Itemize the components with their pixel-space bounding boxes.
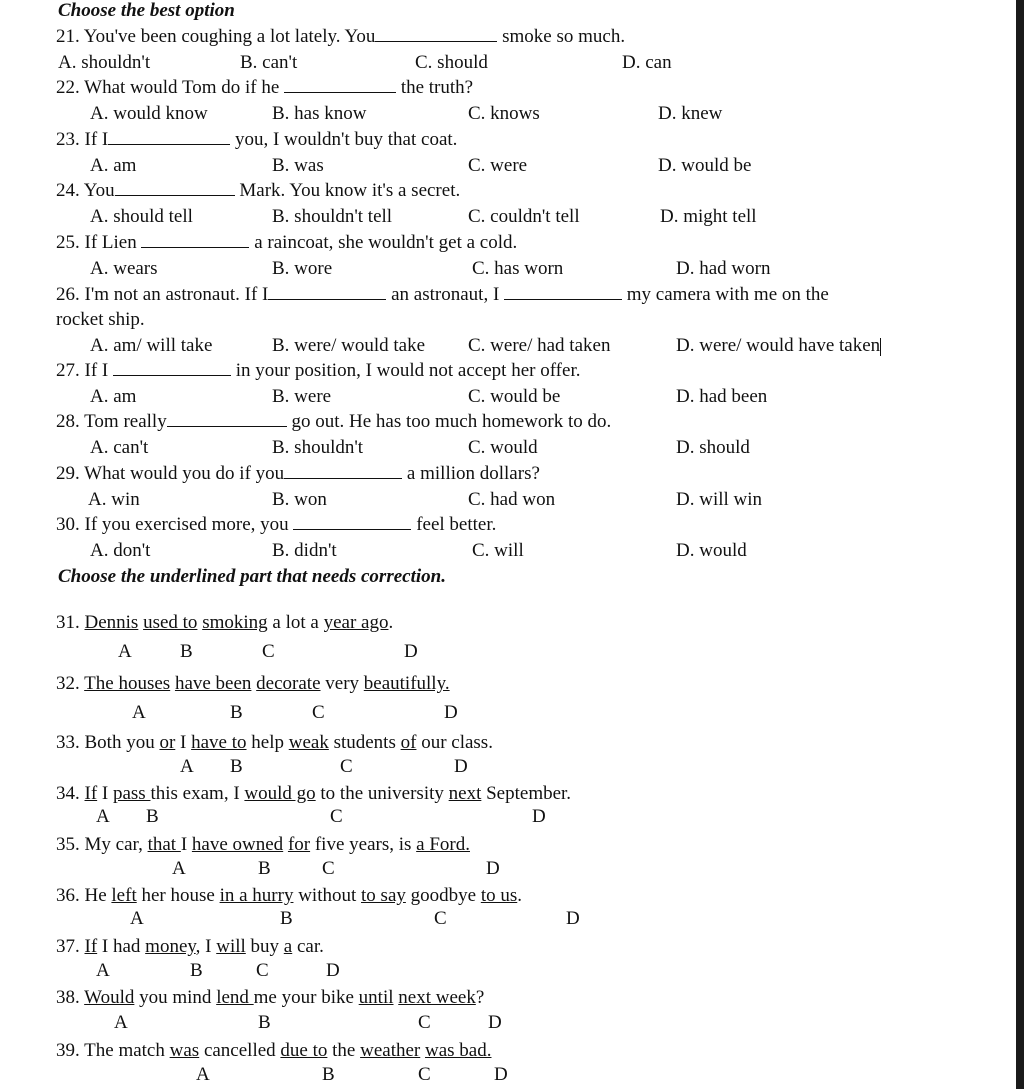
label-b: B (180, 641, 193, 662)
option-b: B. were/ would take (272, 335, 426, 356)
label-b: B (322, 1064, 335, 1085)
answer-blank (141, 232, 249, 248)
option-c: C. had won (468, 489, 556, 510)
label-a: A (180, 756, 194, 777)
label-b: B (258, 1012, 271, 1033)
answer-blank (167, 411, 287, 427)
option-b: B. won (272, 489, 327, 510)
question-22: 22. What would Tom do if he the truth? (56, 77, 474, 98)
option-a: A. am (90, 155, 137, 176)
underlined-part-d: next week (398, 987, 476, 1008)
option-c: C. will (472, 540, 524, 561)
underlined-part-d: to us (480, 885, 518, 906)
underlined-part-b: used to (143, 612, 198, 633)
option-b: B. were (272, 386, 332, 407)
option-d: D. should (676, 437, 750, 458)
underlined-part-a: If (84, 783, 98, 804)
option-c: C. would (468, 437, 538, 458)
option-c: C. couldn't tell (468, 206, 580, 227)
label-b: B (146, 806, 159, 827)
underlined-part-c: smoking (202, 612, 268, 633)
underlined-part-c: weak (288, 732, 329, 753)
underlined-part-b: have owned (191, 834, 284, 855)
label-d: D (326, 960, 340, 981)
question-32: 32. The houses have been decorate very beautifully. (56, 673, 450, 694)
underlined-part-c: to say (361, 885, 406, 906)
option-b: B. shouldn't (272, 437, 364, 458)
question-29: 29. What would you do if you a million dollars? (56, 463, 540, 484)
question-27: 27. If I in your position, I would not accept her offer. (56, 360, 581, 381)
underlined-part-a: left (111, 885, 137, 906)
answer-blank (115, 180, 235, 196)
option-a: A. wears (90, 258, 158, 279)
underlined-part-a: If (84, 936, 98, 957)
underlined-part-a: was (169, 1040, 200, 1061)
answer-blank (504, 284, 622, 300)
answer-blank (284, 77, 396, 93)
underlined-part-b: due to (280, 1040, 328, 1061)
question-39: 39. The match was cancelled due to the weather was bad. (56, 1040, 492, 1061)
option-c: C. knows (468, 103, 540, 124)
underlined-part-b: have to (191, 732, 247, 753)
question-25: 25. If Lien a raincoat, she wouldn't get a cold. (56, 232, 518, 253)
underlined-part-d: of (400, 732, 417, 753)
option-d: D. had worn (676, 258, 771, 279)
label-d: D (404, 641, 418, 662)
label-d: D (532, 806, 546, 827)
underlined-part-d: year ago (323, 612, 389, 633)
underlined-part-a: that (147, 834, 181, 855)
label-a: A (196, 1064, 210, 1085)
label-c: C (262, 641, 275, 662)
option-c: C. were/ had taken (468, 335, 611, 356)
question-23: 23. If I you, I wouldn't buy that coat. (56, 129, 458, 150)
answer-blank (375, 26, 497, 42)
option-b: B. has know (272, 103, 367, 124)
answer-blank (293, 514, 411, 530)
window-edge-bar (1016, 0, 1024, 1089)
underlined-part-b: money (145, 936, 196, 957)
underlined-part-d: a (283, 936, 293, 957)
underlined-part-c: until (358, 987, 394, 1008)
label-d: D (566, 908, 580, 929)
question-31: 31. Dennis used to smoking a lot a year ago. (56, 612, 394, 633)
option-b: B. didn't (272, 540, 337, 561)
label-c: C (312, 702, 325, 723)
option-b: B. was (272, 155, 324, 176)
label-b: B (280, 908, 293, 929)
option-b: B. can't (240, 52, 298, 73)
underlined-part-c: would go (244, 783, 316, 804)
option-a: A. can't (90, 437, 149, 458)
label-a: A (172, 858, 186, 879)
label-b: B (258, 858, 271, 879)
question-37: 37. If I had money, I will buy a car. (56, 936, 324, 957)
underlined-part-b: have been (174, 673, 252, 694)
label-a: A (96, 806, 110, 827)
section-heading-correction: Choose the underlined part that needs correction. (58, 566, 446, 587)
question-33: 33. Both you or I have to help weak students of our class. (56, 732, 493, 753)
label-c: C (322, 858, 335, 879)
label-d: D (494, 1064, 508, 1085)
option-d: D. will win (676, 489, 763, 510)
option-a: A. am (90, 386, 137, 407)
question-24: 24. You Mark. You know it's a secret. (56, 180, 461, 201)
option-a: A. shouldn't (58, 52, 151, 73)
underlined-part-c: decorate (256, 673, 321, 694)
option-d: D. would (676, 540, 747, 561)
label-c: C (418, 1012, 431, 1033)
label-a: A (130, 908, 144, 929)
option-d: D. can (622, 52, 672, 73)
underlined-part-a: or (159, 732, 176, 753)
label-c: C (418, 1064, 431, 1085)
question-21: 21. You've been coughing a lot lately. You smoke so much. (56, 26, 626, 47)
option-d: D. were/ would have taken (676, 335, 881, 356)
option-c: C. should (415, 52, 488, 73)
option-d: D. would be (658, 155, 752, 176)
label-d: D (488, 1012, 502, 1033)
option-c: C. would be (468, 386, 561, 407)
underlined-part-b: lend (216, 987, 254, 1008)
label-d: D (454, 756, 468, 777)
text-cursor (880, 338, 881, 356)
question-26-continuation: rocket ship. (56, 309, 145, 330)
option-a: A. would know (90, 103, 208, 124)
underlined-part-c: weather (360, 1040, 421, 1061)
label-d: D (444, 702, 458, 723)
question-28: 28. Tom really go out. He has too much homework to do. (56, 411, 612, 432)
option-d: D. had been (676, 386, 768, 407)
question-38: 38. Would you mind lend me your bike until next week? (56, 987, 485, 1008)
label-b: B (190, 960, 203, 981)
label-c: C (256, 960, 269, 981)
option-b: B. wore (272, 258, 333, 279)
underlined-part-a: The houses (84, 673, 171, 694)
label-c: C (330, 806, 343, 827)
label-b: B (230, 756, 243, 777)
question-36: 36. He left her house in a hurry without to say goodbye to us. (56, 885, 522, 906)
option-b: B. shouldn't tell (272, 206, 393, 227)
option-a: A. don't (90, 540, 151, 561)
underlined-part-b: pass (112, 783, 151, 804)
underlined-part-c: will (216, 936, 246, 957)
label-a: A (114, 1012, 128, 1033)
option-a: A. win (88, 489, 140, 510)
option-c: C. has worn (472, 258, 564, 279)
answer-blank (108, 129, 230, 145)
answer-blank (113, 360, 231, 376)
underlined-part-d: was bad. (425, 1040, 492, 1061)
underlined-part-d: next (448, 783, 482, 804)
label-a: A (132, 702, 146, 723)
label-b: B (230, 702, 243, 723)
answer-blank (284, 463, 402, 479)
underlined-part-c: for (287, 834, 311, 855)
label-c: C (340, 756, 353, 777)
answer-blank (268, 284, 386, 300)
option-d: D. knew (658, 103, 723, 124)
question-35: 35. My car, that I have owned for five years, is a Ford. (56, 834, 470, 855)
label-c: C (434, 908, 447, 929)
underlined-part-a: Dennis (84, 612, 139, 633)
label-a: A (96, 960, 110, 981)
underlined-part-d: beautifully. (363, 673, 450, 694)
underlined-part-a: Would (84, 987, 135, 1008)
option-c: C. were (468, 155, 528, 176)
question-30: 30. If you exercised more, you feel better. (56, 514, 497, 535)
question-26: 26. I'm not an astronaut. If I an astronaut, I my camera with me on the (56, 284, 829, 305)
option-a: A. should tell (90, 206, 193, 227)
label-a: A (118, 641, 132, 662)
section-heading-best-option: Choose the best option (58, 0, 235, 21)
option-a: A. am/ will take (90, 335, 213, 356)
option-d: D. might tell (660, 206, 757, 227)
underlined-part-b: in a hurry (219, 885, 294, 906)
underlined-part-d: a Ford. (416, 834, 470, 855)
question-34: 34. If I pass this exam, I would go to the university next September. (56, 783, 572, 804)
label-d: D (486, 858, 500, 879)
